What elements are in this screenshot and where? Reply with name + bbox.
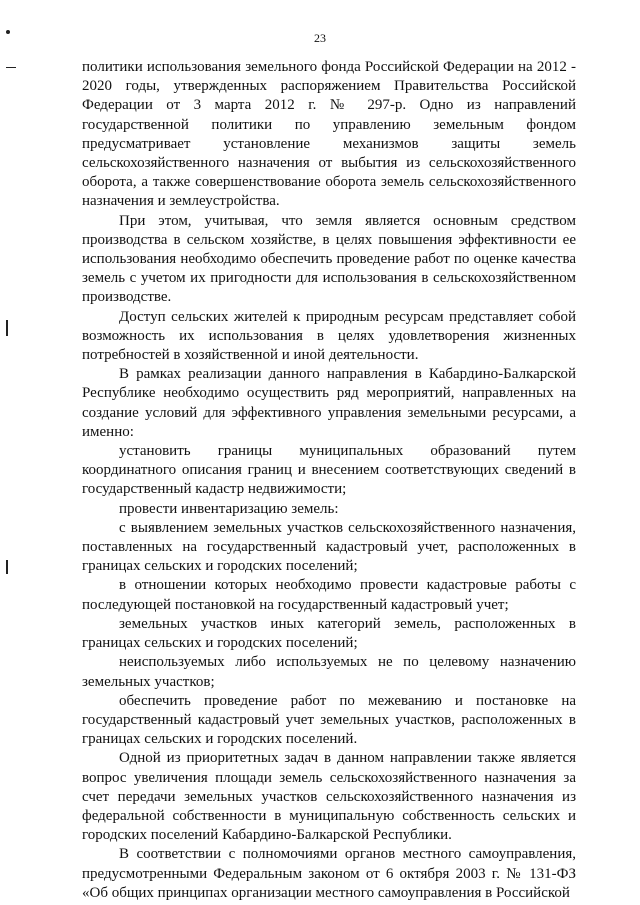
page-number: 23 bbox=[314, 31, 326, 45]
paragraph: Доступ сельских жителей к природным ресурсам представляет собой возможность их использования в целях удовлетворения жизненных потребностей в хозяйственной и иной деятельности. bbox=[82, 308, 576, 364]
paragraph: установить границы муниципальных образований путем координатного описания границ и внесением соответствующих сведений в государственный кадастр недвижимости; bbox=[82, 443, 576, 498]
paragraph: провести инвентаризацию земель: bbox=[119, 500, 339, 517]
paragraph: обеспечить проведение работ по межеванию и постановке на государственный кадастровый учет земельных участков, расположенных в границах сельских и городских поселений. bbox=[82, 692, 576, 748]
paragraph: в отношении которых необходимо провести кадастровые работы с последующей постановкой на государственный кадастровый учет; bbox=[82, 577, 576, 613]
paragraph: земельных участков иных категорий земель, расположенных в границах сельских и городских поселений; bbox=[82, 615, 576, 652]
paragraph: с выявлением земельных участков сельскохозяйственного назначения, поставленных на государственный кадастровый учет, расположенных в границах сельских и городских поселений; bbox=[82, 519, 576, 575]
paragraph: В рамках реализации данного направления в Кабардино-Балкарской Республике необходимо осуществить ряд мероприятий, направленных на создание условий для эффективного управления земельными ресурсами, а именно: bbox=[82, 366, 576, 440]
paragraph: При этом, учитывая, что земля является основным средством производства в сельском хозяйстве, в целях повышения эффективности ее использования необходимо обеспечить проведение работ по оценке качества земель с учетом их пригодности для использования в сельскохозяйственном производстве. bbox=[82, 212, 576, 306]
scan-mark-bar bbox=[6, 320, 8, 336]
scan-mark-bar bbox=[6, 560, 8, 574]
paragraph: неиспользуемых либо используемых не по целевому назначению земельных участков; bbox=[82, 654, 576, 690]
paragraph: В соответствии с полномочиями органов местного самоуправления, предусмотренными Федеральным законом от 6 октября 2003 г. № 131-ФЗ «Об общих принципах организации местного самоуправления в Российской bbox=[82, 846, 576, 901]
paragraph: политики использования земельного фонда Российской Федерации на 2012 - 2020 годы, утвержденных распоряжением Правительства Российской Федерации от 3 марта 2012 г. № 297-р. Одно из направлений государственной политики по управлению земельным фондом предусматривает установление механизмов защиты земель сельскохозяйственного назначения от выбытия из сельскохозяйственного оборота, а также совершенствование оборота земель сельскохозяйственного назначения и землеустройства. bbox=[82, 59, 576, 210]
scan-mark-dash bbox=[6, 67, 16, 68]
paragraph: Одной из приоритетных задач в данном направлении также является вопрос увеличения площади земель сельскохозяйственного назначения за счет передачи земельных участков сельскохозяйственного назначения из федеральной собственности в муниципальную собственность сельских и городских поселений Кабардино-Балкарской Республики. bbox=[82, 750, 576, 844]
document-body bbox=[82, 58, 576, 903]
